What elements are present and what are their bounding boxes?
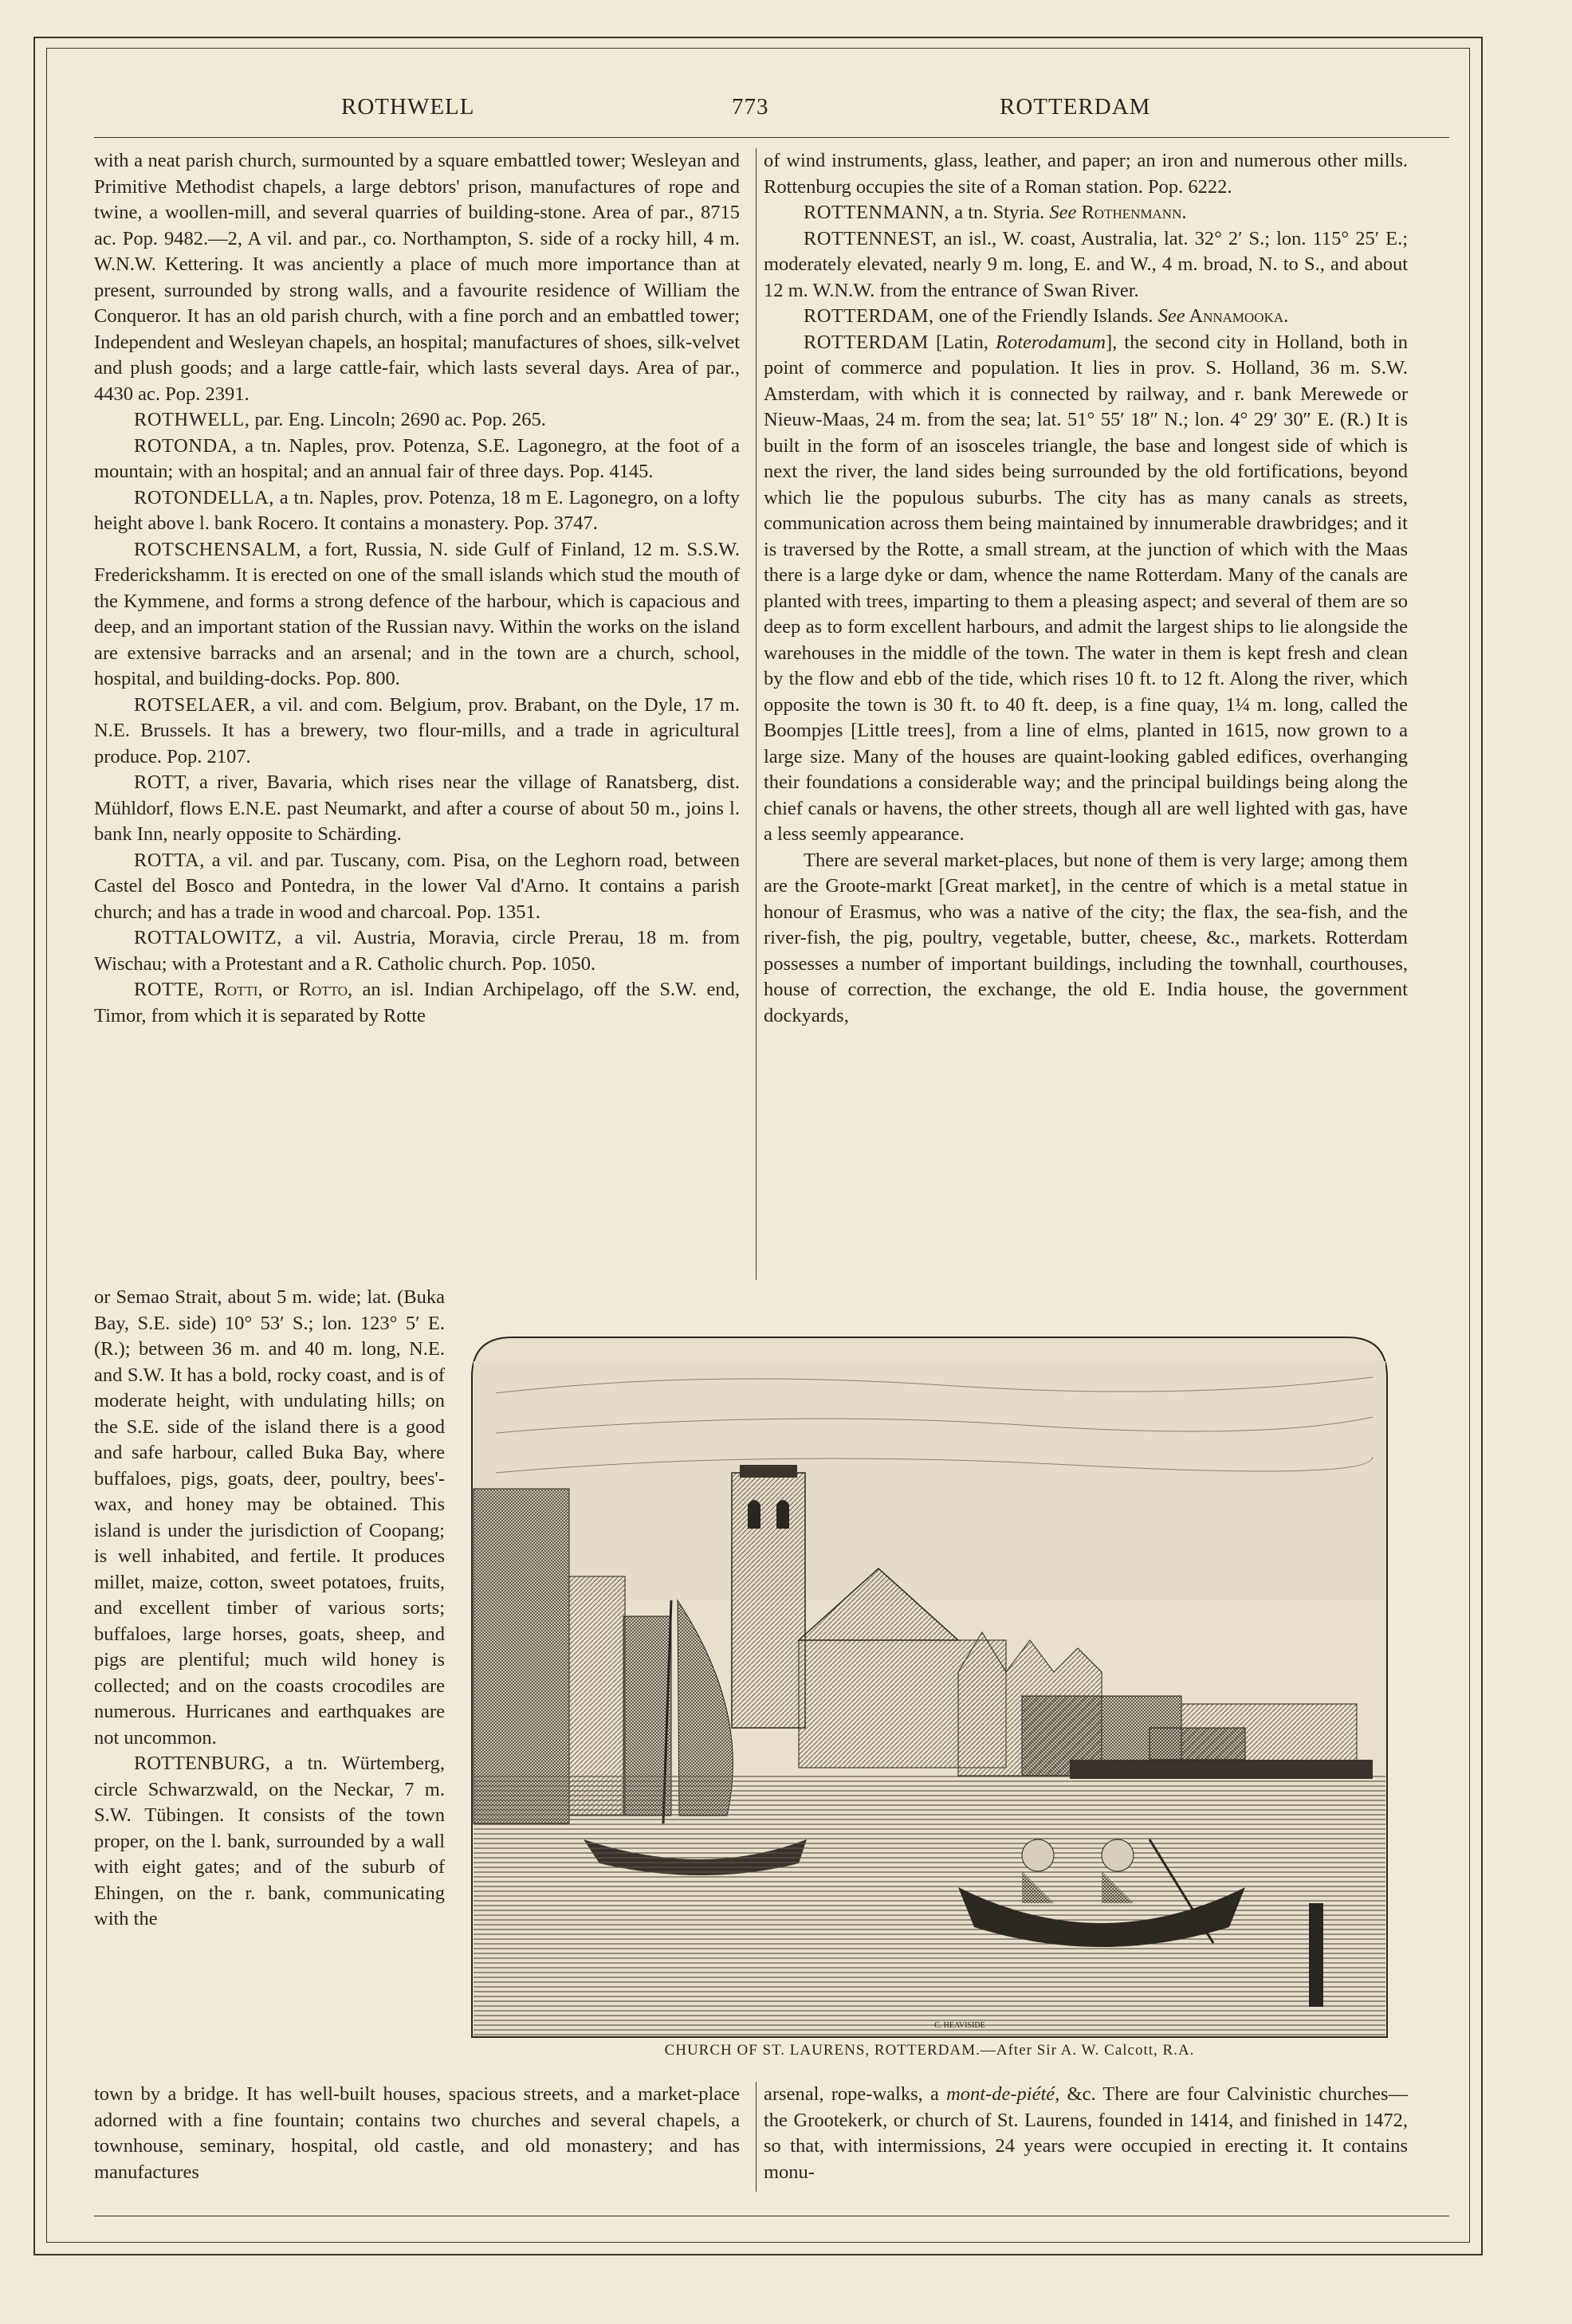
entry-body: a fort, Russia, N. side Gulf of Finland, 12 m. S.S.W. Frederickshamm. It is erected on one of the small islands which stud the mouth of the Kymmene, and forms a strong defence of the harbour, which is capacious and deep, and an important station of the Russian navy. Within the works on the island are extensive barracks and an arsenal; and in the town are a church, school, hospital, and building-docks. Pop. 800. (94, 538, 740, 689)
column-rule-bottom (756, 2082, 757, 2192)
entry-rotterdam-friendly (764, 304, 1408, 330)
entry-head: ROTTALOWITZ, (134, 927, 282, 948)
entry-rotondella (94, 485, 740, 537)
entry-rotselaer (94, 693, 740, 771)
bottom-left-text (94, 2082, 740, 2185)
entry-rotschensalm (94, 537, 740, 693)
entry-body: a vil. Austria, Moravia, circle Prerau, 18 m. from Wischau; with a Protestant and a R. Catholic church. Pop. 1050. (94, 927, 740, 975)
latin-name: Roterodamum (996, 331, 1106, 353)
cross-reference: Rothenmann. (1076, 202, 1187, 223)
church-engraving (464, 1329, 1395, 2045)
wrap-column (94, 1285, 445, 1933)
entry-rothwell-lincoln (94, 407, 740, 434)
entry-body: an isl., W. coast, Australia, lat. 32° 2′ S.; lon. 115° 25′ E.; moderately elevated, nearly 9 m. long, E. and W., 4 m. broad, N. to S., and about 12 m. W.N.W. from the entrance of Swan River. (764, 227, 1408, 301)
bottom-right-text (764, 2082, 1408, 2185)
entry-rottalowitz (94, 925, 740, 977)
text-run: arsenal, rope-walks, a (764, 2083, 947, 2105)
entry-body: a vil. and com. Belgium, prov. Brabant, on the Dyle, 17 m. N.E. Brussels. It has a brewery, two flour-mills, and a trade in agricultural produce. Pop. 2107. (94, 693, 740, 767)
entry-body: a tn. Naples, prov. Potenza, 18 m E. Lagonegro, on a lofty height above l. bank Rocero. It contains a monastery. Pop. 3747. (94, 486, 740, 534)
text-run: &c. There are four Calvinistic churches—the Grootekerk, or church of St. Laurens, founded in 1414, and finished in 1472, so that, with intermissions, 24 years were occupied in erecting it. It contains monu- (764, 2083, 1408, 2183)
entry-alt-name: Rotto, (298, 979, 353, 1000)
entry-body: an isl. Indian Archipelago, off the S.W. end, Timor, from which it is separated by Rotte (94, 979, 741, 1027)
church-tower (732, 1465, 805, 1728)
entry-rottenmann (764, 200, 1408, 226)
entry-body: a river, Bavaria, which rises near the village of Ranatsberg, dist. Mühldorf, flows E.N.E. past Neumarkt, and after a course of about 50 m., joins l. bank Inn, nearly opposite to Schärding. (94, 771, 740, 845)
entry-body: a vil. and par. Tuscany, com. Pisa, on the Leghorn road, between Castel del Bosco and Pontedra, in the lower Val d'Arno. It contains a parish church; and has a trade in wood and charcoal. Pop. 1351. (94, 849, 740, 923)
figure-caption: CHURCH OF ST. LAURENS, ROTTERDAM.—After Sir A. W. Calcott, R.A. (664, 2042, 1195, 2059)
header-rule (94, 137, 1449, 138)
entry-head: ROTSELAER, (134, 693, 256, 716)
rotterdam-markets: There are several market-places, but none of them is very large; among them are the Groote-markt [Great market], in the centre of which is a metal statue in honour of Erasmus, who was a native of the city; the flax, the sea-fish, and the river-fish, the pig, poultry, vegetable, butter, cheese, &c., markets. Rotterdam possesses a number of important buildings, including the townhall, courthouses, house of correction, the exchange, the old E. India house, the government dockyards, (764, 849, 1408, 1027)
entry-head: ROTSCHENSALM, (134, 538, 302, 560)
entry-or: or (262, 979, 299, 1000)
entry-body: a tn. Styria. (949, 202, 1050, 223)
entry-rottenburg (94, 1751, 445, 1933)
running-head-right: ROTTERDAM (1000, 94, 1151, 120)
entry-head: ROTT, (134, 771, 191, 793)
entry-rott (94, 770, 740, 848)
entry-rotonda (94, 434, 740, 485)
entry-rottennest (764, 226, 1408, 304)
running-head-left: ROTHWELL (341, 94, 475, 120)
entry-body: [Latin, (928, 331, 996, 353)
entry-head: ROTONDA, (134, 434, 238, 457)
entry-body: one of the Friendly Islands. (933, 305, 1158, 327)
left-column (94, 148, 740, 1029)
continued-entry: with a neat parish church, surmounted by a square embattled tower; Wesleyan and Primitive Methodist chapels, a large debtors' prison, manufactures of rope and twine, a woollen-mill, and several quarries of building-stone. Area of par., 8715 ac. Pop. 9482.—2, A vil. and par., co. Northampton, S. side of a rocky hill, 4 m. W.N.W. Kettering. It was anciently a place of much more importance than at present, surrounded by strong walls, and a favourite residence of William the Conqueror. It has an old parish church, with a fine porch and an embattled tower; Independent and Wesleyan chapels, an hospital; manufactures of shoes, silk-velvet and plush goods; and a large cattle-fair, which lasts several days. Area of par., 4430 ac. Pop. 2391. (94, 150, 740, 405)
entry-head: ROTTENMANN, (804, 202, 950, 223)
entry-head: ROTTENBURG, (134, 1753, 270, 1774)
entry-rotte (94, 977, 740, 1029)
entry-head: ROTHWELL, (134, 409, 250, 430)
see-reference: See (1049, 202, 1077, 223)
entry-head: ROTTENNEST, (804, 227, 937, 249)
bottom-left-paragraph: town by a bridge. It has well-built houses, spacious streets, and a market-place adorned with a fine fountain; contains two churches and several chapels, a townhouse, seminary, hospital, old castle, and old monastery; and has manufactures (94, 2083, 740, 2183)
page-number: 773 (732, 94, 769, 120)
entry-body: par. Eng. Lincoln; 2690 ac. Pop. 265. (250, 409, 546, 430)
column-rule-top (756, 148, 757, 1280)
engraver-mark: C. HEAVISIDE (934, 2021, 985, 2030)
engraving-figure (464, 1329, 1395, 2045)
bottom-right-paragraph (764, 2082, 1408, 2185)
cross-reference: Annamooka. (1185, 305, 1289, 327)
entry-head: ROTTE, (134, 979, 205, 1000)
entry-head: ROTONDELLA, (134, 486, 274, 508)
entry-body: a tn. Würtemberg, circle Schwarzwald, on the Neckar, 7 m. S.W. Tübingen. It consists of the town proper, on the l. bank, surrounded by a wall with eight gates; and of the suburb of Ehingen, on the r. bank, communicating with the (94, 1753, 445, 1929)
entry-body: ], the second city in Holland, both in point of commerce and population. It lies in prov. S. Holland, 36 m. S.W. Amsterdam, with which it is connected by railway, and r. bank Merewede or Nieuw-Maas, 24 m. from the sea; lat. 51° 55′ 18″ N.; lon. 4° 29′ 30″ E. (R.) It is built in the form of an isosceles triangle, the base and longest side of which is next the river, the land sides being surrounded by the old fortifications, beyond which lie the populous suburbs. The city has as many canals as streets, communication across them being maintained by innumerable drawbridges; and it is traversed by the Rotte, a small stream, at the junction of which with the Maas there is a large dyke or dam, whence the name Rotterdam. Many of the canals are planted with trees, imparting to them a pleasing aspect; and several of them are so deep as to form excellent harbours, and admit the largest ships to lie alongside the warehouses in the middle of the town. The water in them is kept fresh and clean by the flow and ebb of the tide, which rises 10 ft. to 12 ft. Along the river, which opposite the town is 30 ft. to 40 ft. deep, is a fine quay, 1¼ m. long, called the Boompjes [Little trees], from a line of elms, planted in 1615, now grown to a large size. Many of the houses are quaint-looking gabled edifices, overhanging their foundations a considerable way; and the principal buildings being along the chief canals or havens, the other streets, though all are well lighted with gas, have a less seemly appearance. (764, 331, 1408, 845)
entry-alt-name: Rotti, (214, 979, 263, 1000)
entry-head: ROTTERDAM (804, 331, 929, 353)
entry-head: ROTTA, (134, 849, 205, 871)
see-reference: See (1157, 305, 1185, 327)
rottenburg-continued: of wind instruments, glass, leather, and paper; an iron and numerous other mills. Rottenburg occupies the site of a Roman station. Pop. 6222. (764, 150, 1408, 198)
entry-head: ROTTERDAM, (804, 305, 934, 327)
entry-body: a tn. Naples, prov. Potenza, S.E. Lagonegro, at the foot of a mountain; with an hospital; and an annual fair of three days. Pop. 4145. (94, 434, 740, 482)
entry-rotterdam-holland (764, 330, 1408, 848)
entry-rotta (94, 848, 740, 926)
right-column (764, 148, 1408, 1029)
rotte-continued: or Semao Strait, about 5 m. wide; lat. (Buka Bay, S.E. side) 10° 53′ S.; lon. 123° 5′ E. (R.); between 36 m. and 40 m. long, N.E. and S.W. It has a bold, rocky coast, and is of moderate height, with undulating hills; on the S.E. side of the island there is a good and safe harbour, called Buka Bay, where buffaloes, pigs, goats, deer, poultry, bees'-wax, and honey may be obtained. This island is under the jurisdiction of Coopang; is well inhabited, and fertile. It produces millet, maize, cotton, sweet potatoes, fruits, and excellent timber of various sorts; buffaloes, large horses, goats, sheep, and pigs are plentiful; much wild honey is collected; and on the coasts crocodiles are numerous. Hurricanes and earthquakes are not uncommon. (94, 1286, 445, 1749)
italic-term: mont-de-piété, (946, 2083, 1060, 2105)
